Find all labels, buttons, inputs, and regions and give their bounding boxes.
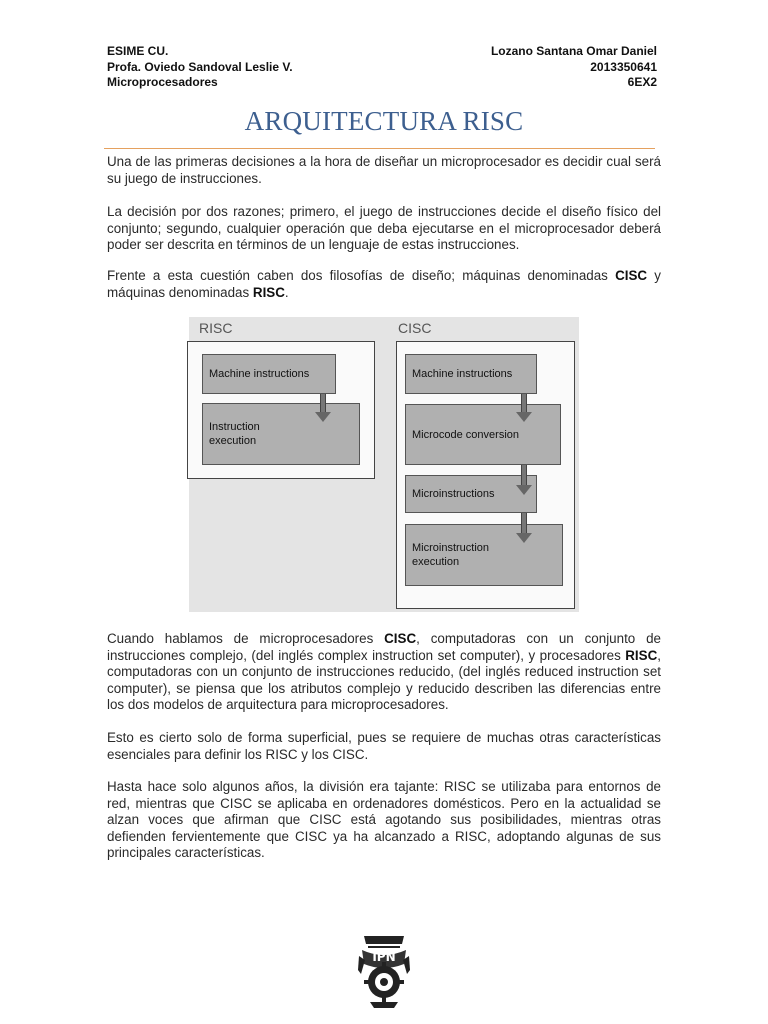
risc-label: RISC xyxy=(199,320,233,336)
header-teacher: Profa. Oviedo Sandoval Leslie V. xyxy=(107,59,293,74)
risc-box-1-label: Machine instructions xyxy=(209,368,310,380)
header-group: 6EX2 xyxy=(627,75,657,89)
risc-panel xyxy=(187,341,375,479)
paragraph-3-risc: RISC xyxy=(252,284,285,300)
paragraph-4 xyxy=(107,631,661,714)
risc-cisc-diagram xyxy=(189,317,579,612)
cisc-machine-instructions-box xyxy=(405,354,537,394)
paragraph-3-text-a: Frente a esta cuestión caben dos filosofías de diseño; máquinas denominadas xyxy=(107,268,616,283)
paragraph-4-cisc: CISC xyxy=(384,631,417,646)
paragraph-4-risc: RISC xyxy=(625,647,658,663)
cisc-box-3-label: Microinstructions xyxy=(412,488,495,500)
ipn-logo-text: IPN xyxy=(372,950,396,964)
header-subject: Microprocesadores xyxy=(107,75,218,89)
header-left xyxy=(107,44,293,91)
page-title: ARQUITECTURA RISC xyxy=(244,106,524,136)
paragraph-3-text-c: y máquinas denominadas xyxy=(107,268,661,300)
cisc-box-1-label: Machine instructions xyxy=(412,368,513,380)
paragraph-4-text-a: Cuando hablamos de microprocesadores xyxy=(107,631,385,646)
cisc-microcode-conversion-box xyxy=(405,404,561,465)
cisc-microinstruction-execution-box xyxy=(405,524,563,586)
risc-box-2-label: Instruction execution xyxy=(209,421,260,447)
paragraph-3-cisc: CISC xyxy=(615,268,648,283)
cisc-box-2-label: Microcode conversion xyxy=(412,428,519,441)
paragraph-2: La decisión por dos razones; primero, el juego de instrucciones decide el diseño físico del conjunto; segundo, cualquier operación que deba ejecutarse en el microprocesador deberá poder ser descrita en términos de un lenguaje de estas instrucciones. xyxy=(107,204,661,252)
paragraph-3-text-e: . xyxy=(284,284,289,300)
ipn-logo-icon xyxy=(356,930,412,1010)
paragraph-4-text-e: , computadoras con un conjunto de instrucciones reducido, (del inglés reduced instruction set computer), se piensa que los atributos complejo y reducido describen las diferencias entre los dos modelos de arquitectura para microprocesadores. xyxy=(107,647,661,712)
paragraph-1: Una de las primeras decisiones a la hora de diseñar un microprocesador es decidir cual será su juego de instrucciones. xyxy=(107,154,661,186)
paragraph-5: Esto es cierto solo de forma superficial, pues se requiere de muchas otras características esenciales para definir los RISC y los CISC. xyxy=(107,730,661,762)
header-student: Lozano Santana Omar Daniel xyxy=(490,44,657,58)
header-student-id: 2013350641 xyxy=(590,59,657,74)
risc-instruction-execution-box xyxy=(202,403,360,465)
header-right xyxy=(491,44,657,91)
risc-machine-instructions-box xyxy=(202,354,336,394)
cisc-label: CISC xyxy=(398,320,432,336)
title-divider xyxy=(104,148,655,149)
paragraph-4-text-c: , computadoras con un conjunto de instrucciones complejo, (del inglés complex instruction set computer), y procesadores xyxy=(107,631,661,663)
header-school: ESIME CU. xyxy=(107,44,169,58)
cisc-box-4-label: Microinstruction execution xyxy=(412,542,490,568)
paragraph-6: Hasta hace solo algunos años, la división era tajante: RISC se utilizaba para entornos de red, mientras que CISC se aplicaba en ordenadores domésticos. Pero en la actualidad se alzan voces que afirman que CISC está agotando sus posibilidades, mientras otras defienden fervientemente que CISC ya ha alcanzado a RISC, adoptando algunas de sus principales características. xyxy=(107,779,661,860)
paragraph-3 xyxy=(107,268,661,301)
cisc-panel xyxy=(396,341,575,609)
